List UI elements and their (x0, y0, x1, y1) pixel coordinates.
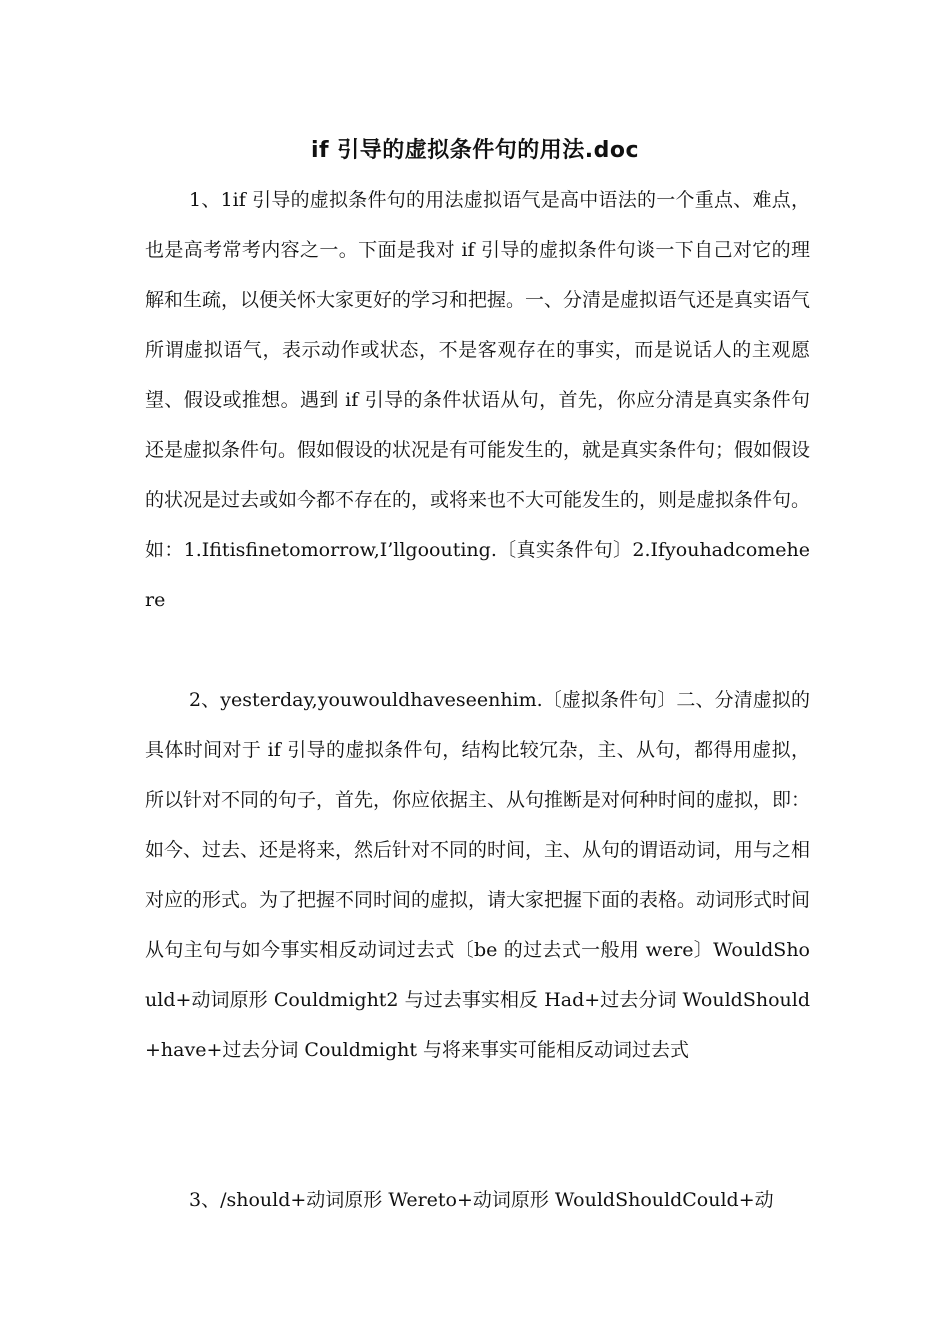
document-title: if 引导的虚拟条件句的用法.doc (310, 138, 640, 163)
paragraph-2: 2、yesterday,youwouldhaveseenhim.〔虚拟条件句〕二、分清虚拟的具体时间对于 if 引导的虚拟条件句，结构比较冗杂，主、从句，都得用虚拟，所以针对不同的句子，首先，你应依据主、从句推断是对何种时间的虚拟，即：如今、过去、还是将来，然后针对不同的时间，主、从句的谓语动词，用与之相对应的形式。为了把握不同时间的虚拟，请大家把握下面的表格。动词形式时间从句主句与如今事实相反动词过去式〔be 的过去式一般用 were〕WouldShould+动词原形 Couldmight2 与过去事实相反 Had+过去分词 WouldShould+have+过去分词 Couldmight 与将来事实可能相反动词过去式 (145, 689, 811, 1061)
paragraph-1: 1、1if 引导的虚拟条件句的用法虚拟语气是高中语法的一个重点、难点，也是高考常考内容之一。下面是我对 if 引导的虚拟条件句谈一下自己对它的理解和生疏，以便关怀大家更好的学习和把握。一、分清是虚拟语气还是真实语气所谓虚拟语气，表示动作或状态，不是客观存在的事实，而是说话人的主观愿望、假设或推想。遇到 if 引导的条件状语从句，首先，你应分清是真实条件句还是虚拟条件句。假如假设的状况是有可能发生的，就是真实条件句；假如假设的状况是过去或如今都不存在的，或将来也不大可能发生的，则是虚拟条件句。如：1.Ifitisfinetomorrow,I’llgoouting.〔真实条件句〕2.Ifyouhadcomehere (145, 189, 811, 611)
paragraph-3: 3、/should+动词原形 Wereto+动词原形 WouldShouldCould+动 (189, 1189, 774, 1211)
